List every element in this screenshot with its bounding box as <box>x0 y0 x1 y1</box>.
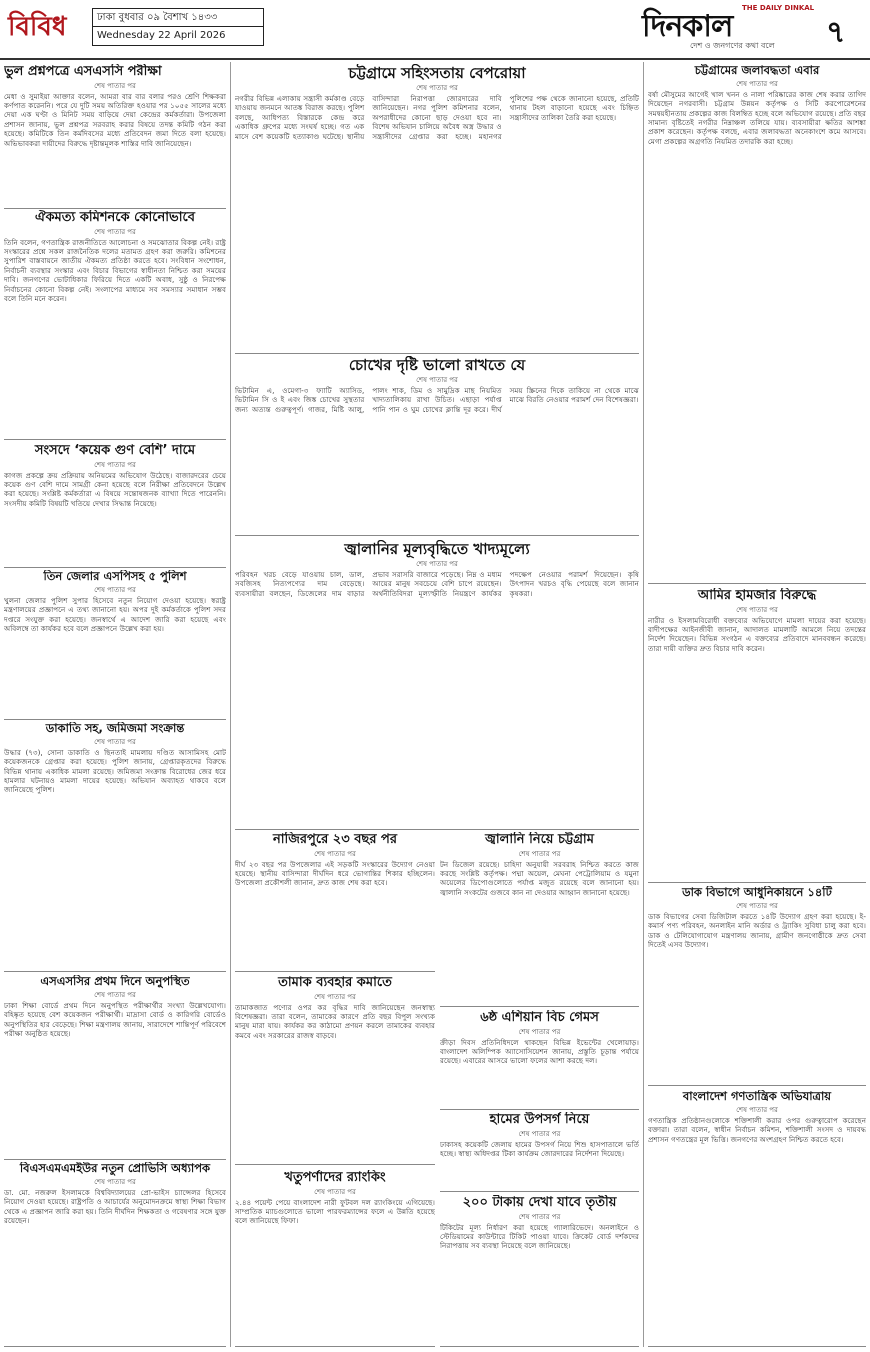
article-separator <box>4 208 226 209</box>
section-title: বিবিধ <box>8 12 67 42</box>
article-gas-ctg <box>440 832 639 1007</box>
article-ssc-fault <box>4 64 226 209</box>
article-separator <box>4 439 226 440</box>
article-headline[interactable]: ঐকমত্য কমিশনকে কোনোভাবে <box>35 210 195 225</box>
article-separator <box>4 567 226 568</box>
continued-label: শেষ পাতার পর <box>736 901 778 910</box>
article-body: গণতান্ত্রিক প্রতিষ্ঠানগুলোকে শক্তিশালী করার ওপর গুরুত্বারোপ করেছেন বক্তারা। তারা বলেন, স্বাধীন নির্বাচন কমিশন, শক্তিশালী সংসদ ও দায়বদ্ধ প্রশাসন গণতন্ত্রের মূল ভিত্তি। জনগণের অংশগ্রহণ নিশ্চিত করতে হবে। <box>648 1115 866 1144</box>
article-headline[interactable]: নাজিরপুরে ২৩ বছর পর <box>273 832 397 847</box>
article-body: ২.৪৪ পয়েন্ট পেয়ে বাংলাদেশ নারী ফুটবল দল র‌্যাংকিংয়ে এগিয়েছে। সাম্প্রতিক ম্যাচগুলোতে ভালো পারফরম্যান্সের ফলে এ উন্নতি হয়েছে বলে জানিয়েছে ফিফা। <box>235 1197 435 1226</box>
continued-label: শেষ পাতার পর <box>94 737 136 746</box>
masthead <box>0 0 870 60</box>
article-post <box>648 886 866 1086</box>
article-separator <box>440 1006 639 1007</box>
article-separator <box>235 1164 435 1165</box>
continued-label: শেষ পাতার পর <box>94 460 136 469</box>
article-headline[interactable]: সংসদে ‘কয়েক গুণ বেশি’ দামে <box>34 443 196 458</box>
article-ctg-water <box>648 64 866 584</box>
newspaper-logo: দিনকাল <box>642 9 733 44</box>
continued-label: শেষ পাতার পর <box>518 849 561 858</box>
continued-label: শেষ পাতার পর <box>416 84 458 92</box>
article-tobacco <box>235 975 435 1165</box>
continued-label: শেষ পাতার পর <box>94 81 136 90</box>
continued-label: শেষ পাতার পর <box>94 585 136 594</box>
article-body: নগরীর বিভিন্ন এলাকায় সন্ত্রাসী কর্মকাণ্ড বেড়ে যাওয়ায় জনমনে আতঙ্ক বিরাজ করছে। পুলিশ বলছে, আধিপত্য বিস্তারকে কেন্দ্র করে একাধিক গ্রুপের মধ্যে সংঘর্ষ হচ্ছে। গত এক মাসে বেশ কয়েকটি হত্যাকাণ্ড ঘটেছে। স্থানীয় বাসিন্দারা নিরাপত্তা জোরদারের দাবি জানিয়েছেন। নগর পুলিশ কমিশনার বলেন, অপরাধীদের কোনো ছাড় দেওয়া হবে না। বিশেষ অভিযান চালিয়ে অবৈধ অস্ত্র উদ্ধার ও সন্ত্রাসীদের গ্রেপ্তার করা হচ্ছে। মহানগর পুলিশের পক্ষ থেকে জানানো হয়েছে, প্রতিটি থানায় টহল বাড়ানো হয়েছে এবং চিহ্নিত সন্ত্রাসীদের তালিকা তৈরি করা হয়েছে। <box>235 94 639 141</box>
continued-label: শেষ পাতার পর <box>94 1177 136 1186</box>
continued-label: শেষ পাতার পর <box>416 560 458 568</box>
article-nazirpur <box>235 832 435 972</box>
continued-label: শেষ পাতার পর <box>416 376 458 384</box>
column-divider <box>643 62 644 1347</box>
article-body: টিকিটের মূল্য নির্ধারণ করা হয়েছে গ্যালারিভেদে। অনলাইনে ও স্টেডিয়ামের কাউন্টারে টিকিট পাওয়া যাবে। ক্রিকেট বোর্ড দর্শকদের নিরাপত্তায় সব ব্যবস্থা নিয়েছে বলে জানিয়েছে। <box>440 1222 639 1251</box>
article-separator <box>4 1159 226 1160</box>
article-separator <box>235 1346 435 1347</box>
article-headline[interactable]: ডাক বিভাগে আধুনিকায়নে ১৪টি <box>682 886 832 899</box>
article-separator <box>440 1191 639 1192</box>
article-body: কাগজ প্রকল্পে ক্রয় প্রক্রিয়ায় অনিয়মের অভিযোগ উঠেছে। বাজারদরের চেয়ে কয়েক গুণ বেশি দামে সামগ্রী কেনা হয়েছে বলে নিরীক্ষা প্রতিবেদনে উল্লেখ করা হয়েছে। সংশ্লিষ্ট কর্মকর্তারা এ বিষয়ে সন্তোষজনক ব্যাখ্যা দিতে পারেননি। সংসদীয় কমিটি বিষয়টি খতিয়ে দেখার সিদ্ধান্ত নিয়েছে। <box>4 470 226 508</box>
article-headline[interactable]: চট্টগ্রামের জলাবদ্ধতা এবার <box>694 64 820 77</box>
article-robbery <box>4 722 226 972</box>
article-separator <box>4 971 226 972</box>
article-separator <box>440 1346 639 1347</box>
article-ec <box>4 210 226 440</box>
article-separator <box>648 1085 866 1086</box>
article-body: ডাক বিভাগের সেবা ডিজিটাল করতে ১৪টি উদ্যোগ গ্রহণ করা হয়েছে। ই-কমার্স পণ্য পরিবহন, অনলাইন মানি অর্ডার ও ট্র্যাকিং সুবিধা চালু করা হবে। ডাক ও টেলিযোগাযোগ মন্ত্রণালয় জানায়, গ্রামীণ জনগোষ্ঠীকে দ্রুত সেবা দিতেই এসব উদ্যোগ। <box>648 911 866 950</box>
continued-label: শেষ পাতার পর <box>518 1129 561 1138</box>
article-bsmmu <box>4 1162 226 1347</box>
article-body: খুলনা জেলার পুলিশ সুপার হিসেবে নতুন নিয়োগ দেওয়া হয়েছে। স্বরাষ্ট্র মন্ত্রণালয়ের প্রজ্ঞাপনে এ তথ্য জানানো হয়। অপর দুই কর্মকর্তাকে পুলিশ সদর দপ্তরে সংযুক্ত করা হয়েছে। জনস্বার্থে এ আদেশ জারি করা হয়েছে এবং অবিলম্বে তা কার্যকর হবে বলে প্রজ্ঞাপনে উল্লেখ করা হয়। <box>4 595 226 634</box>
newspaper-logo-english: THE DAILY DINKAL <box>742 4 815 12</box>
article-body: ক্রীড়া দিবস প্রতিনিধিদলে থাকছেন বিভিন্ন ইভেন্টের খেলোয়াড়। বাংলাদেশ অলিম্পিক অ্যাসোসিয়েশন জানায়, প্রস্তুতি চূড়ান্ত পর্যায়ে রয়েছে। এবারের আসরে ভালো ফলের আশা করছে দল। <box>440 1037 639 1066</box>
article-body: নারীর ও ইসলামবিরোধী বক্তব্যের অভিযোগে মামলা দায়ের করা হয়েছে। বাদীপক্ষের আইনজীবী জানান, আদালত মামলাটি আমলে নিয়ে তদন্তের নির্দেশ দিয়েছেন। বিভিন্ন সংগঠন এ বক্তব্যের প্রতিবাদে মানববন্ধন করেছে। তারা দায়ী ব্যক্তির দ্রুত বিচার দাবি করেন। <box>648 615 866 653</box>
article-headline[interactable]: আমির হামজার বিরুদ্ধে <box>697 588 817 603</box>
article-democracy <box>648 1090 866 1347</box>
article-sp <box>4 570 226 720</box>
article-separator <box>648 1346 866 1347</box>
article-body: বর্ষা মৌসুমের আগেই খাল খনন ও নালা পরিষ্কারের কাজ শেষ করার তাগিদ দিয়েছেন নগরবাসী। চট্টগ্রাম উন্নয়ন কর্তৃপক্ষ ও সিটি করপোরেশনের সমন্বয়হীনতায় প্রকল্পের কাজ বিলম্বিত হচ্ছে বলে অভিযোগ রয়েছে। প্রতি বছর সামান্য বৃষ্টিতেই নগরীর নিম্নাঞ্চল তলিয়ে যায়। ব্যবসায়ীরা ক্ষতির আশঙ্কা প্রকাশ করেছেন। কর্তৃপক্ষ বলছে, এবার জলাবদ্ধতা অনেকাংশে কমে আসবে। মেগা প্রকল্পের অগ্রগতি নিয়মিত তদারকি করা হচ্ছে। <box>648 89 866 146</box>
article-body: ডা. মো. নজরুল ইসলামকে বিশ্ববিদ্যালয়ের প্রো-ভাইস চ্যান্সেলর হিসেবে নিয়োগ দেওয়া হয়েছে। রাষ্ট্রপতি ও আচার্যের অনুমোদনক্রমে স্বাস্থ্য শিক্ষা বিভাগ থেকে এ প্রজ্ঞাপন জারি করা হয়। তিনি দীর্ঘদিন শিক্ষকতা ও গবেষণার সঙ্গে যুক্ত রয়েছেন। <box>4 1187 226 1226</box>
article-ssc-absent <box>4 975 226 1160</box>
article-body: ঢাকাসহ কয়েকটি জেলায় হামের উপসর্গ নিয়ে শিশু হাসপাতালে ভর্তি হচ্ছে। স্বাস্থ্য অধিদপ্তর টিকা কার্যক্রম জোরদারের নির্দেশনা দিয়েছে। <box>440 1139 639 1158</box>
article-asian <box>440 1010 639 1110</box>
article-separator <box>4 719 226 720</box>
article-parliament <box>4 443 226 568</box>
article-ticket <box>440 1195 639 1347</box>
continued-label: শেষ পাতার পর <box>314 1187 356 1196</box>
article-separator <box>235 971 435 972</box>
article-body: মেধা ও সুমাইয়া আক্তার বলেন, আমরা বার বার বলার পরও শ্রেণি শিক্ষকরা কর্ণপাত করেননি। পরে যে দুটি সময় অতিরিক্ত হওয়ার পর ১০৫৫ সালের মধ্যে দেয়া এক ঘণ্টা ও মিনিট সময় বাড়িয়ে দেয়া কেন্দ্রের কর্মকর্তারা। উপজেলা প্রশাসন জানায়, ভুল প্রশ্নপত্র সরবরাহ করার বিষয়ে তদন্ত কমিটি গঠন করা হয়েছে। কমিটিকে তিন কর্মদিবসের মধ্যে প্রতিবেদন জমা দিতে বলা হয়েছে। অভিভাবকরা দায়ীদের বিরুদ্ধে দৃষ্টান্তমূলক শাস্তির দাবি জানিয়েছেন। <box>4 91 226 148</box>
article-body: পরিবহন খরচ বেড়ে যাওয়ায় চাল, ডাল, সবজিসহ নিত্যপণ্যের দাম বেড়েছে। ব্যবসায়ীরা বলছেন, ডিজেলের দাম বাড়ার প্রভাব সরাসরি বাজারে পড়েছে। নিম্ন ও মধ্যম আয়ের মানুষ সবচেয়ে বেশি চাপে রয়েছেন। অর্থনীতিবিদরা মূল্যস্ফীতি নিয়ন্ত্রণে কার্যকর পদক্ষেপ নেওয়ার পরামর্শ দিয়েছেন। কৃষি উৎপাদন খরচও বৃদ্ধি পেয়েছে বলে জানান কৃষকরা। <box>235 570 639 598</box>
article-headline[interactable]: বাংলাদেশ গণতান্ত্রিক অভিযাত্রায় <box>682 1090 832 1103</box>
continued-label: শেষ পাতার পর <box>518 1027 561 1036</box>
tagline: দেশ ও জনগণের কথা বলে <box>690 41 775 50</box>
date-english: Wednesday 22 April 2026 <box>97 30 226 41</box>
article-ctg-violence <box>235 64 639 354</box>
article-ewaste <box>440 1112 639 1192</box>
article-body: ঢাকা শিক্ষা বোর্ডে প্রথম দিনে অনুপস্থিত পরীক্ষার্থীর সংখ্যা উল্লেখযোগ্য। বহিষ্কৃত হয়েছে বেশ কয়েকজন পরীক্ষার্থী। মাদ্রাসা বোর্ড ও কারিগরি বোর্ডেও অনুপস্থিতির হার বেড়েছে। শিক্ষা মন্ত্রণালয় জানায়, সারাদেশে শান্তিপূর্ণ পরিবেশে পরীক্ষা অনুষ্ঠিত হয়েছে। <box>4 1000 226 1039</box>
article-separator <box>648 583 866 584</box>
article-separator <box>235 535 639 536</box>
article-fuel <box>235 540 639 830</box>
article-headline[interactable]: তিন জেলার এসপিসহ ৫ পুলিশ <box>43 570 187 583</box>
continued-label: শেষ পাতার পর <box>94 227 136 236</box>
article-headline[interactable]: ভুল প্রশ্নপত্রে এসএসসি পরীক্ষা <box>4 64 162 79</box>
continued-label: শেষ পাতার পর <box>314 849 356 858</box>
article-separator <box>235 829 639 830</box>
article-headline[interactable]: চট্টগ্রামে সহিংসতায় বেপরোয়া <box>348 64 526 82</box>
article-headline[interactable]: ২০০ টাকায় দেখা যাবে তৃতীয় <box>462 1195 617 1210</box>
article-separator <box>440 1109 639 1110</box>
continued-label: শেষ পাতার পর <box>94 990 136 999</box>
article-headline[interactable]: তামাক ব্যবহার কমাতে <box>278 975 392 990</box>
article-headline[interactable]: খতুপর্ণাদের র‌্যাংকিং <box>284 1170 386 1185</box>
article-headline[interactable]: চোখের দৃষ্টি ভালো রাখতে যে <box>348 356 526 374</box>
article-headline[interactable]: হামের উপসর্গ নিয়ে <box>489 1112 590 1127</box>
article-headline[interactable]: জ্বালানির মূল্যবৃদ্ধিতে খাদ্যমূল্যে <box>344 540 530 558</box>
article-khatu <box>235 1170 435 1347</box>
column-divider <box>230 62 231 1347</box>
article-aminul <box>648 588 866 883</box>
continued-label: শেষ পাতার পর <box>736 79 778 88</box>
article-headline[interactable]: জ্বালানি নিয়ে চট্টগ্রাম <box>485 832 594 847</box>
continued-label: শেষ পাতার পর <box>314 992 356 1001</box>
article-separator <box>4 1346 226 1347</box>
date-bangla: ঢাকা বুধবার ০৯ বৈশাখ ১৪৩৩ <box>93 9 263 27</box>
continued-label: শেষ পাতার পর <box>736 605 778 614</box>
article-body: উদ্ধার (৭৩), সোনা ডাকাতি ও ছিনতাই মামলায় দণ্ডিত আসামিসহ মোট কয়েকজনকে গ্রেপ্তার করা হয়েছে। পুলিশ জানায়, গ্রেপ্তারকৃতদের বিরুদ্ধে বিভিন্ন থানায় একাধিক মামলা রয়েছে। জমিজমা সংক্রান্ত বিরোধের জের ধরে হামলার ঘটনায়ও মামলা দায়ের হয়েছে। অভিযান অব্যাহত থাকবে বলে জানিয়েছে পুলিশ। <box>4 747 226 795</box>
article-body: টন ডিজেল রয়েছে। চাহিদা অনুযায়ী সরবরাহ নিশ্চিত করতে কাজ করছে সংশ্লিষ্ট কর্তৃপক্ষ। পদ্মা অয়েল, মেঘনা পেট্রোলিয়াম ও যমুনা অয়েলের ডিপোগুলোতে পর্যাপ্ত মজুত রয়েছে বলে জানানো হয়। জ্বালানি সংকটের গুজবে কান না দেওয়ার আহ্বান জানানো হয়েছে। <box>440 859 639 897</box>
article-body: দীর্ঘ ২৩ বছর পর উপজেলার এই সড়কটি সংস্কারের উদ্যোগ নেওয়া হয়েছে। স্থানীয় বাসিন্দারা দীর্ঘদিন ধরে ভোগান্তির শিকার হচ্ছিলেন। উপজেলা প্রকৌশলী জানান, দ্রুত কাজ শেষ করা হবে। <box>235 859 435 888</box>
continued-label: শেষ পাতার পর <box>518 1212 561 1221</box>
article-eyes <box>235 356 639 536</box>
page-number: ৭ <box>826 15 846 50</box>
article-headline[interactable]: ৬ষ্ঠ এশিয়ান বিচ গেমস <box>480 1010 599 1025</box>
masthead-rule <box>0 58 870 60</box>
date-box <box>92 8 264 46</box>
article-body: ভিটামিন এ, ওমেগা-৩ ফ্যাটি অ্যাসিড, ভিটামিন সি ও ই এবং জিঙ্ক চোখের সুস্থতার জন্য অত্যন্ত গুরুত্বপূর্ণ। গাজর, মিষ্টি আলু, পালং শাক, ডিম ও সামুদ্রিক মাছ নিয়মিত খাদ্যতালিকায় রাখা উচিত। এছাড়া পর্যাপ্ত পানি পান ও ঘুম চোখের ক্লান্তি দূর করে। দীর্ঘ সময় স্ক্রিনের দিকে তাকিয়ে না থেকে মাঝে মাঝে বিরতি নেওয়ার পরামর্শ দেন বিশেষজ্ঞরা। <box>235 386 639 414</box>
article-separator <box>648 882 866 883</box>
article-headline[interactable]: এসএসসির প্রথম দিনে অনুপস্থিত <box>40 975 190 988</box>
article-headline[interactable]: বিএসএমএমইউর নতুন প্রোভিসি অধ্যাপক <box>19 1162 211 1175</box>
article-headline[interactable]: ডাকাতি সহ, জমিজমা সংক্রান্ত <box>45 722 185 735</box>
article-body: তামাকজাত পণ্যের ওপর কর বৃদ্ধির দাবি জানিয়েছেন জনস্বাস্থ্য বিশেষজ্ঞরা। তারা বলেন, তামাকের কারণে প্রতি বছর বিপুল সংখ্যক মানুষ মারা যায়। কার্যকর কর কাঠামো প্রণয়ন করলে তামাকের ব্যবহার কমবে এবং সরকারের রাজস্ব বাড়বে। <box>235 1002 435 1040</box>
article-body: তিনি বলেন, গণতান্ত্রিক রাজনীতিতে আলোচনা ও সমঝোতার বিকল্প নেই। রাষ্ট্র সংস্কারের প্রশ্নে সকল রাজনৈতিক দলের মতামত গ্রহণ করা জরুরি। কমিশনের সুপারিশ বাস্তবায়নে জাতীয় ঐকমত্য প্রতিষ্ঠা করতে হবে। সংবিধান সংশোধন, নির্বাচনী ব্যবস্থার সংস্কার এবং বিচার বিভাগের স্বাধীনতা নিশ্চিত করা সময়ের দাবি। জনগণের ভোটাধিকার ফিরিয়ে দিতে একটি অবাধ, সুষ্ঠু ও নিরপেক্ষ নির্বাচনের কোনো বিকল্প নেই। সংলাপের মাধ্যমে সব সমস্যার সমাধান সম্ভব বলে তিনি মনে করেন। <box>4 237 226 304</box>
continued-label: শেষ পাতার পর <box>736 1105 778 1114</box>
article-separator <box>235 353 639 354</box>
